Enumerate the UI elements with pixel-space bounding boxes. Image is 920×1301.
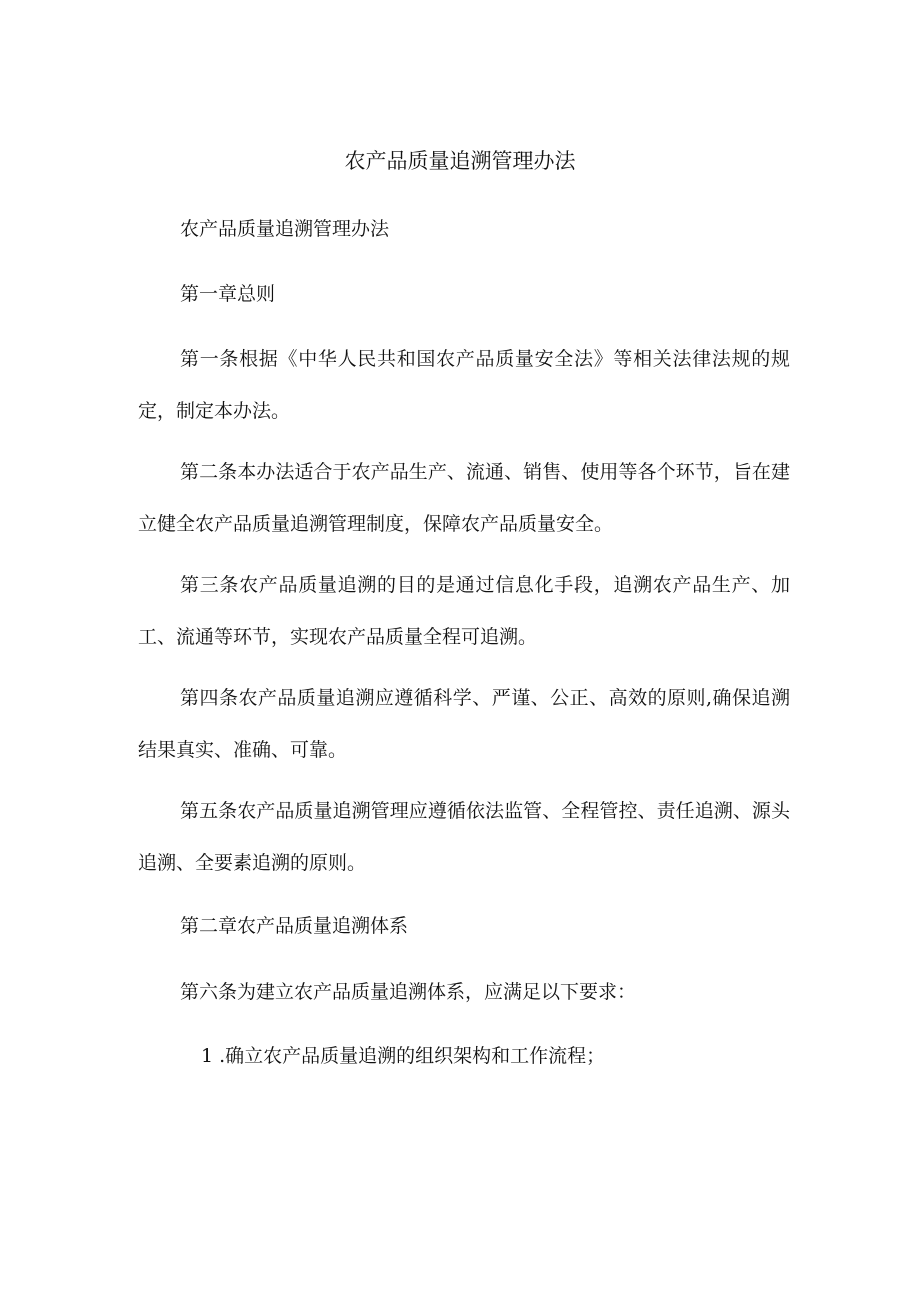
article-1: 第一条根据《中华人民共和国农产品质量安全法》等相关法律法规的规定，制定本办法。 (138, 348, 790, 422)
document-title: 农产品质量追溯管理办法 (344, 149, 576, 173)
article-6: 第六条为建立农产品质量追溯体系，应满足以下要求： (180, 981, 637, 1003)
chapter-2-heading: 第二章农产品质量追溯体系 (180, 915, 409, 937)
article-2: 第二条本办法适合于农产品生产、流通、销售、使用等各个环节，旨在建立健全农产品质量追溯管理制度，保障农产品质量安全。 (138, 461, 790, 535)
article-3: 第三条农产品质量追溯的目的是通过信息化手段，追溯农产品生产、加工、流通等环节，实现农产品质量全程可追溯。 (138, 574, 790, 648)
paragraph-heading-repeat: 农产品质量追溯管理办法 (180, 218, 390, 240)
chapter-1-heading: 第一章总则 (180, 283, 276, 305)
article-5: 第五条农产品质量追溯管理应遵循依法监管、全程管控、责任追溯、源头追溯、全要素追溯的原则。 (138, 800, 790, 874)
article-4: 第四条农产品质量追溯应遵循科学、严谨、公正、高效的原则,确保追溯结果真实、准确、可靠。 (138, 687, 790, 761)
list-item-1: 1 .确立农产品质量追溯的组织架构和工作流程； (201, 1045, 606, 1067)
